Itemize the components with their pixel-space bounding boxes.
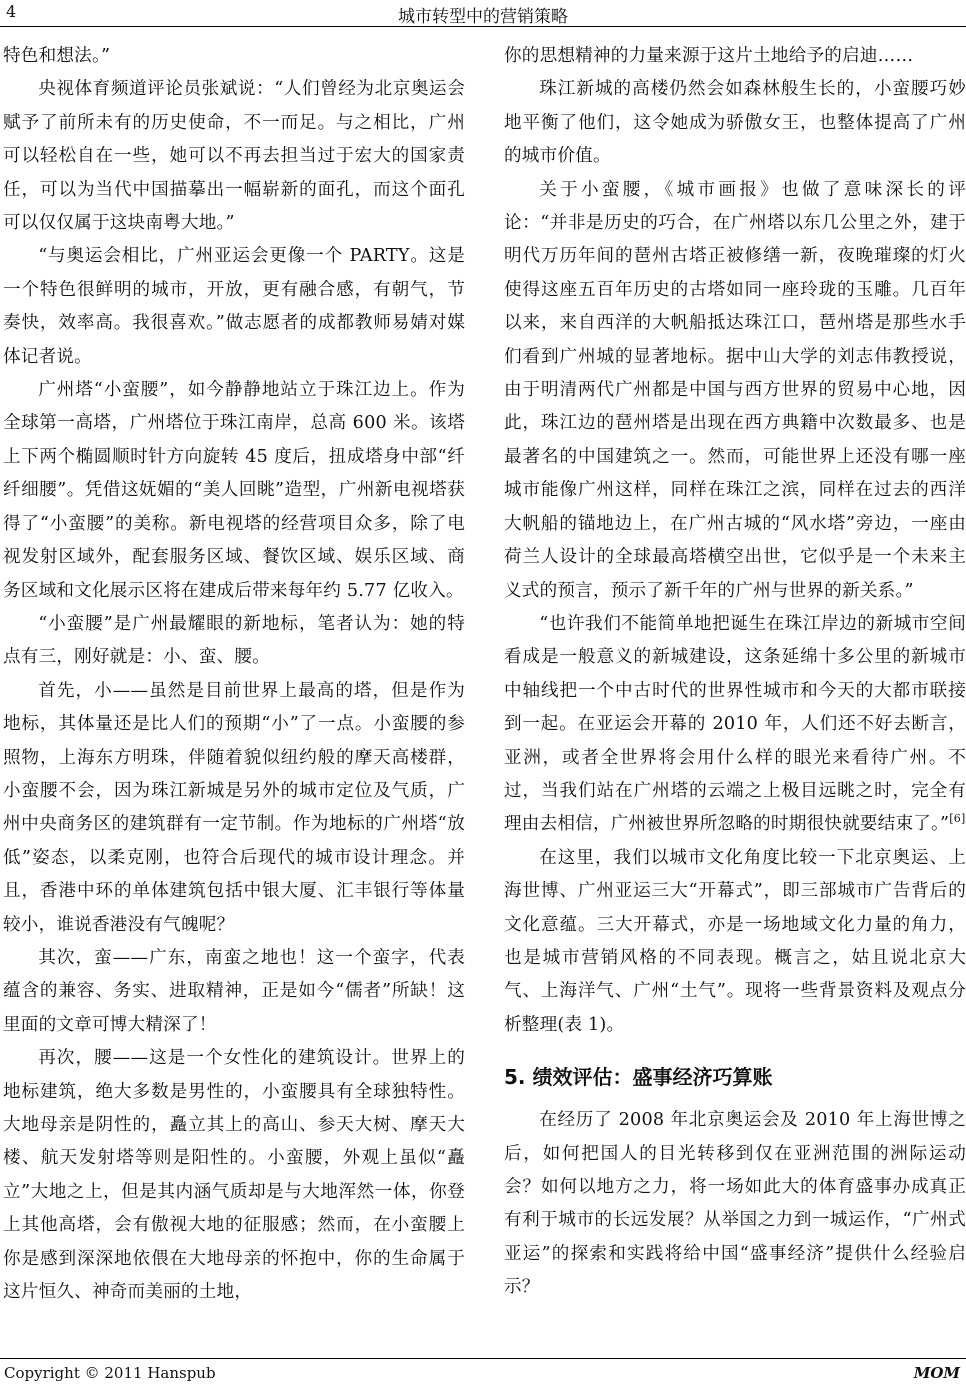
running-title: 城市转型中的营销策略: [398, 7, 568, 27]
paragraph: 央视体育频道评论员张斌说：“人们曾经为北京奥运会赋予了前所未有的历史使命，不一而足。与之相比，广州可以轻松自在一些，她可以不再去担当过于宏大的国家责任，可以为当代中国描摹出一幅崭新的面孔，而这个面孔可以仅仅属于这块南粤大地。”: [3, 79, 465, 234]
paragraph: 首先，小——虽然是目前世界上最高的塔，但是作为地标，其体量还是比人们的预期“小”了一点。小蛮腰的参照物，上海东方明珠，伴随着貌似纽约般的摩天高楼群，小蛮腰不会，因为珠江新城是另外的城市定位及气质，广州中央商务区的建筑群有一定节制。作为地标的广州塔“放低”姿态，以柔克刚，也符合后现代的城市设计理念。并且，香港中环的单体建筑包括中银大厦、汇丰银行等体量较小，谁说香港没有气魄呢？: [3, 680, 465, 935]
page-number: 4: [6, 2, 17, 21]
paragraph: 在经历了 2008 年北京奥运会及 2010 年上海世博之后，如何把国人的目光转移到仅在亚洲范围的洲际运动会？如何以地方之力，将一场如此大的体育盛事办成真正有利于城市的长远发展？从举国之力到一城运作，“广州式亚运”的探索和实践将给中国“盛事经济”提供什么经验启示？: [504, 1110, 966, 1298]
copyright-notice: Copyright © 2011 Hanspub: [4, 1364, 216, 1382]
page-header: [0, 0, 966, 28]
left-column: [3, 40, 465, 1309]
paragraph: 珠江新城的高楼仍然会如森林般生长的，小蛮腰巧妙地平衡了他们，这令她成为骄傲女王，也整体提高了广州的城市价值。: [504, 79, 966, 167]
journal-code: MOM: [913, 1364, 960, 1382]
header-rule: [0, 26, 966, 27]
paragraph-text: “也许我们不能简单地把诞生在珠江岸边的新城市空间看成是一般意义的新城建设，这条延绵十多公里的新城市中轴线把一个中古时代的世界性城市和今天的大都市联接到一起。在亚运会开幕的 2010 年，人们还不好去断言，亚洲，或者全世界将会用什么样的眼光来看待广州。不过，当我们站在广州塔的云端之上极目远眺之时，完全有理由去相信，广州被世界所忽略的时期很快就要结束了。”: [504, 613, 966, 835]
paragraph: 广州塔“小蛮腰”，如今静静地站立于珠江边上。作为全球第一高塔，广州塔位于珠江南岸，总高 600 米。该塔上下两个椭圆顺时针方向旋转 45 度后，扭成塔身中部“纤纤细腰”。凭借这妩媚的“美人回眺”造型，广州新电视塔获得了“小蛮腰”的美称。新电视塔的经营项目众多，除了电视发射区域外，配套服务区域、餐饮区域、娱乐区域、商务区域和文化展示区将在建成后带来每年约 5.77 亿收入。: [3, 380, 465, 601]
reference-marker[interactable]: [6]: [949, 812, 966, 826]
paragraph: 再次，腰——这是一个女性化的建筑设计。世界上的地标建筑，绝大多数是男性的，小蛮腰具有全球独特性。大地母亲是阴性的，矗立其上的高山、参天大树、摩天大楼、航天发射塔等则是阳性的。小蛮腰，外观上虽似“矗立”大地之上，但是其内涵气质却是与大地浑然一体，你登上其他高塔，会有傲视大地的征服感；然而，在小蛮腰上你是感到深深地依偎在大地母亲的怀抱中，你的生命属于这片恒久、神奇而美丽的土地，: [3, 1048, 465, 1303]
right-column: [504, 40, 966, 1305]
footer-rule: [0, 1358, 966, 1359]
section-heading: 5. 绩效评估：盛事经济巧算账: [504, 1065, 773, 1090]
paragraph: “与奥运会相比，广州亚运会更像一个 PARTY。这是一个特色很鲜明的城市，开放，更有融合感，有朝气，节奏快，效率高。我很喜欢。”做志愿者的成都教师易婧对媒体记者说。: [3, 246, 465, 367]
page-footer: [0, 1364, 966, 1386]
citation-paragraph: [504, 608, 966, 842]
paragraph: “小蛮腰”是广州最耀眼的新地标，笔者认为：她的特点有三，刚好就是：小、蛮、腰。: [3, 613, 465, 668]
paragraph: 你的思想精神的力量来源于这片土地给予的启迪……: [504, 46, 914, 66]
paragraph: 特色和想法。”: [3, 46, 111, 66]
paragraph: 其次，蛮——广东，南蛮之地也！这一个蛮字，代表蕴含的兼容、务实、进取精神，正是如今“儒者”所缺！这里面的文章可博大精深了！: [3, 947, 465, 1035]
paragraph: 在这里，我们以城市文化角度比较一下北京奥运、上海世博、广州亚运三大“开幕式”，即三部城市广告背后的文化意蕴。三大开幕式，亦是一场地域文化力量的角力，也是城市营销风格的不同表现。概言之，姑且说北京大气、上海洋气、广州“土气”。现将一些背景资料及观点分析整理(表 1)。: [504, 847, 966, 1035]
paragraph: 关于小蛮腰，《城市画报》也做了意味深长的评论：“并非是历史的巧合，在广州塔以东几公里之外，建于明代万历年间的琶州古塔正被修缮一新，夜晚璀璨的灯火使得这座五百年历史的古塔如同一座玲珑的玉雕。几百年以来，来自西洋的大帆船抵达珠江口，琶州塔是那些水手们看到广州城的显著地标。据中山大学的刘志伟教授说，由于明清两代广州都是中国与西方世界的贸易中心地，因此，珠江边的琶州塔是出现在西方典籍中次数最多、也是最著名的中国建筑之一。然而，可能世界上还没有哪一座城市能像广州这样，同样在珠江之滨，同样在过去的西洋大帆船的锚地边上，在广州古城的“风水塔”旁边，一座由荷兰人设计的全球最高塔横空出世，它似乎是一个未来主义式的预言，预示了新千年的广州与世界的新关系。”: [504, 179, 966, 601]
